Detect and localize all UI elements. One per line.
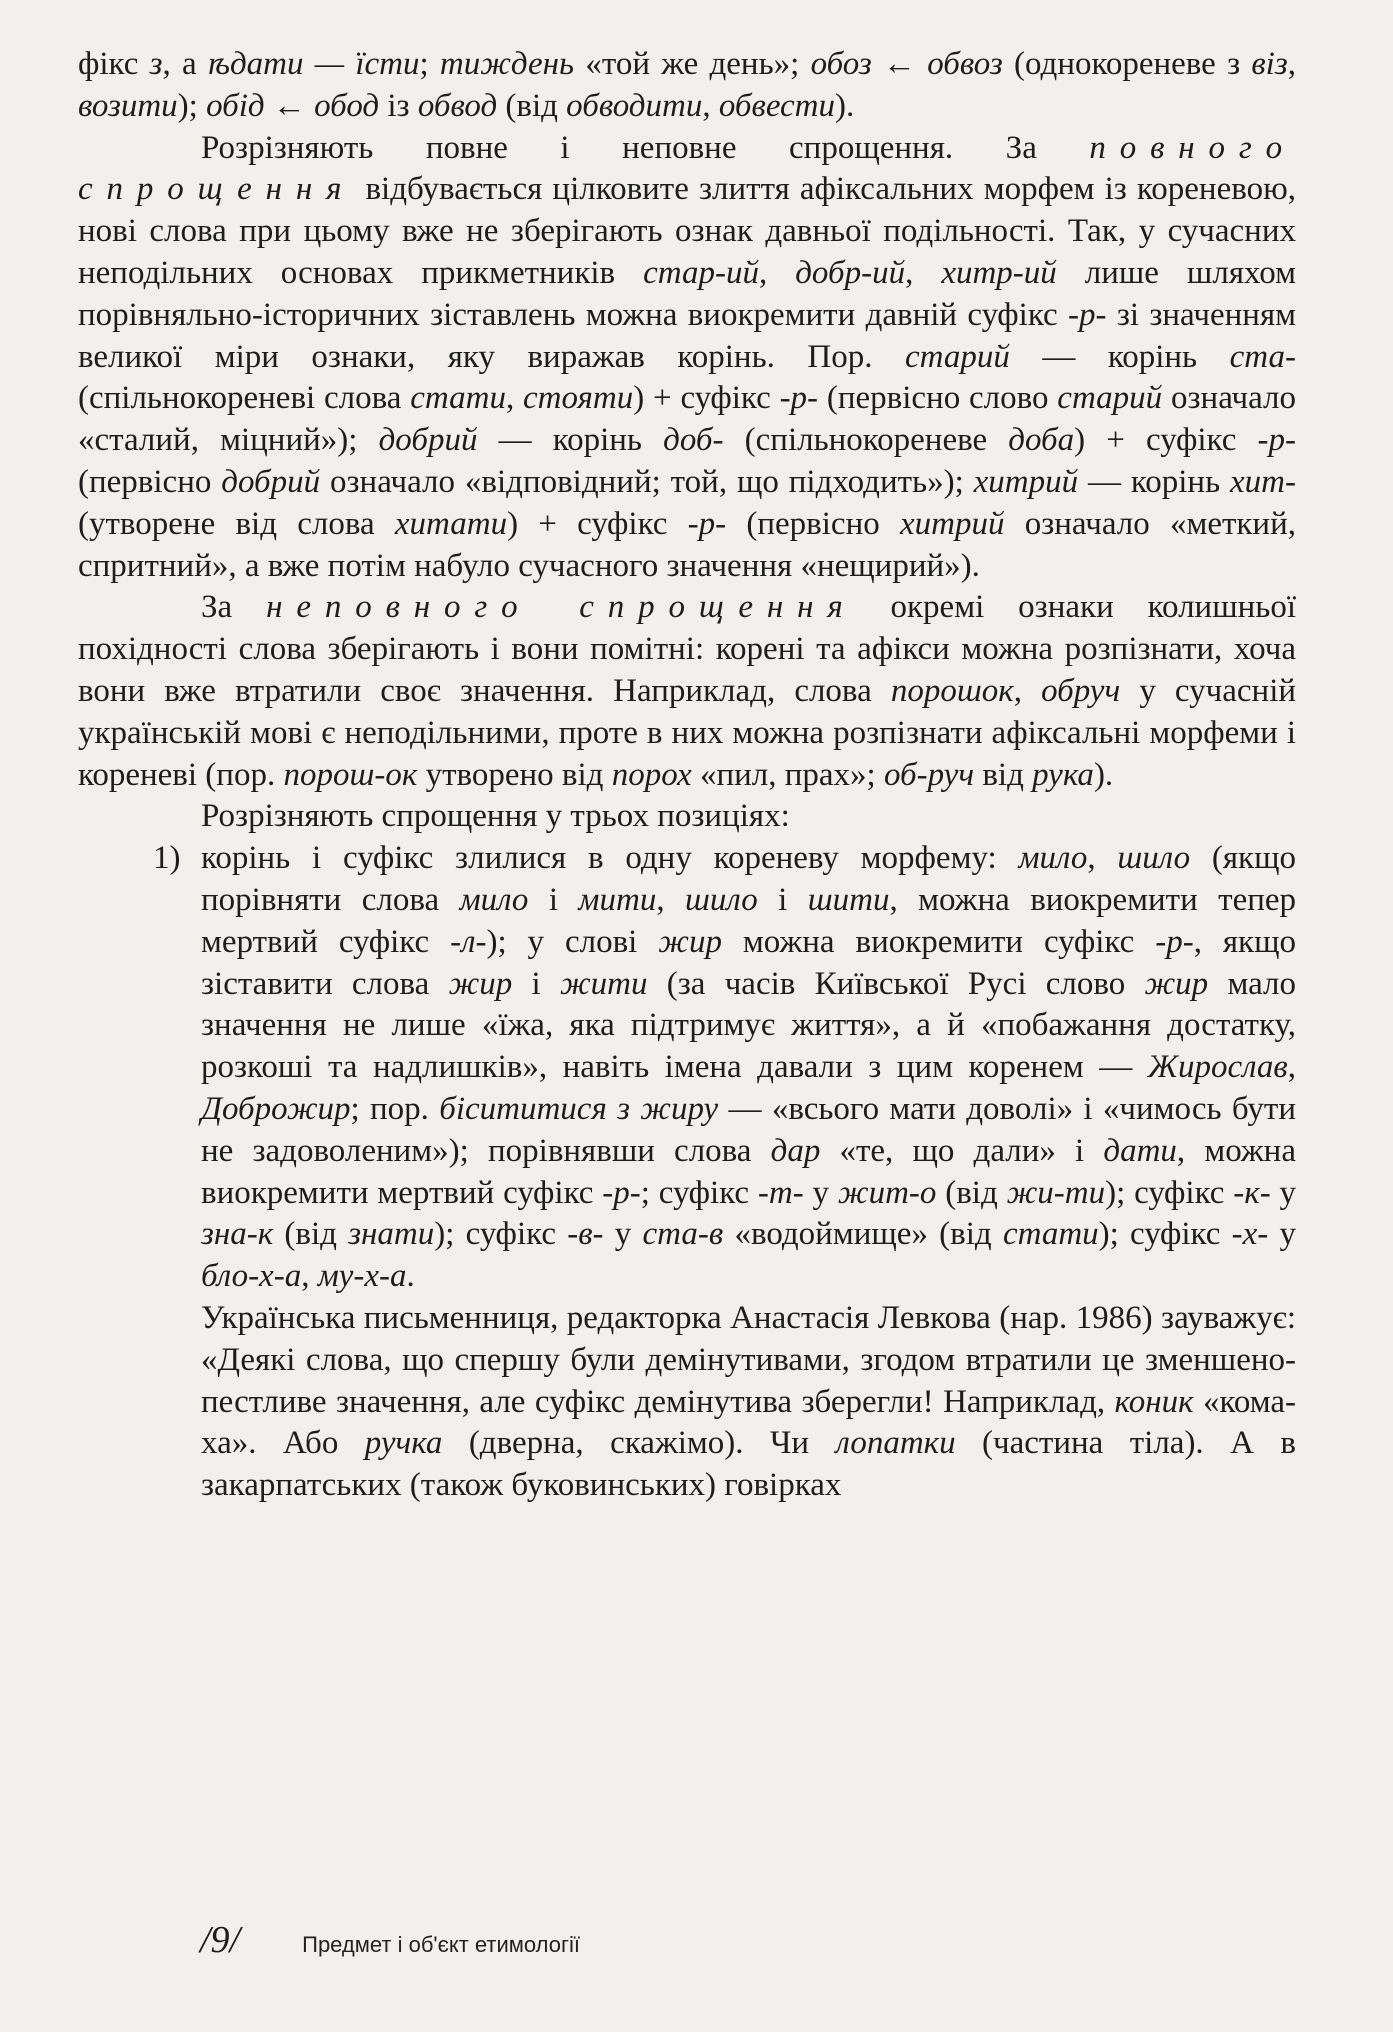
paragraph-2: Розрізняють повне і неповне спрощення. За повного спрощення відбувається цілковите злиття афіксальних морфем із кореневою, нові слова при цьому вже не зберігають ознак давньої подільності. Так, у сучасних неподільних основах прикметників стар-ий, добр-ий, хитр-ий лише шляхом порівняльно-історичних зіставлень можна виокремити давній суфікс -р- зі значенням великої міри ознаки, яку виражав корінь. Пор. старий — корінь ста- (спільнокореневі слова стати, стояти) + суфікс -р- (первісно слово старий означало «сталий, міцний»); добрий — корінь доб- (спільнокореневе доба) + суфікс -р- (первісно добрий означало «відповідний; той, що підходить»); хитрий — корінь хит- (утворене від слова хитати) + суфікс -р- (первісно хитрий означало «меткий, спритний», а вже потім набуло сучасного значення «нещирий»). [78,129,1297,584]
italic-term: жи-ти [1006,1174,1106,1211]
paragraph-4: Розрізняють спрощення у трьох позиціях: [201,798,790,835]
italic-term: жити [559,965,648,1002]
italic-term: коник [1114,1383,1194,1420]
italic-term: обоз ← обвоз [810,46,1003,82]
italic-term: шило [685,881,758,918]
italic-term: жир [658,923,722,960]
italic-term: хитр-ий [941,254,1057,291]
italic-term: обруч [1041,672,1121,709]
italic-term: жир [1144,965,1209,1002]
italic-term: мити [578,881,657,918]
italic-term: -л- [450,923,487,960]
italic-term: добрий [378,422,478,459]
list-item [78,838,1296,1298]
italic-term: стар-ий [643,254,759,291]
italic-term: хитати [394,505,508,542]
italic-term: зна-к [201,1216,274,1253]
italic-term: мило [459,881,529,918]
quote-paragraph: Українська письменниця, редакторка Анастасія Левкова (нар. 1986) зауважує: «Деякі слова, що спершу були демінутивами, згодом втратили це зменшено-пестливе значення, але суфікс демінутива зберегли! Наприклад, коник «комаха». Або ручка (дверна, скажімо). Чи лопатки (частина тіла). А в закарпатських (також буковинських) говірках [201,1299,1296,1504]
italic-term: -р- [602,1174,641,1211]
italic-term: лопатки [835,1425,956,1462]
italic-term: мило [1018,840,1088,877]
italic-term: -р- [687,505,727,542]
italic-term: хитрий [973,463,1079,500]
italic-term: обід ← обод [206,87,380,124]
italic-term: шити [807,881,890,918]
italic-term: Доброжир [201,1090,351,1127]
italic-term: жит-о [837,1174,937,1211]
italic-term: бісититися з жиру [439,1090,719,1127]
italic-term: стояти [523,380,634,417]
list-item-text: корінь і суфікс злилися в одну кореневу морфему: мило, шило (якщо порівняти слова мило і мити, шило і шити, можна виокремити тепер мертвий суфікс -л-); у слові жир можна виокремити суфікс -р-, якщо зіставити слова жир і жити (за часів Київської Русі слово жир мало значення не лише «їжа, яка підтримує життя», а й «побажання достатку, розкоші та надлишків», навіть імена давали з цим коренем — Жирослав, Доброжир; пор. бісититися з жиру — «всього мати доволі» і «чимось бути не задоволеним»); порівнявши слова дар «те, що дали» і дати, можна виокремити мертвий суфікс -р-; суфікс -т- у жит-о (від жи-ти); суфікс -к- у зна-к (від знати); суфікс -в- у ста-в «водоймище» (від стати); суфікс -х- у бло-х-а, му-х-а. [201,840,1297,1295]
italic-term: жир [448,965,513,1002]
paragraph-1: фікс з, а ѣдати — їсти; тиждень «той же день»; обоз ← обвоз (однокореневе з віз, возити); обід ← обод із обвод (від обводити, обвести). [78,46,1296,124]
italic-term: добрий [221,463,321,500]
list-item-number: 1) [153,840,181,877]
italic-term: стати [410,380,506,417]
italic-term: шило [1117,840,1191,877]
italic-term: дар [770,1132,821,1169]
spaced-term: повного спрощення [78,129,1296,208]
italic-term: знати [348,1216,435,1253]
italic-term: -р- [779,380,819,417]
italic-term: Жирослав [1147,1049,1288,1086]
italic-term: обводити [566,87,703,124]
page-number: /9/ [200,1919,241,1961]
italic-term: стати [1002,1216,1099,1253]
italic-term: порох [611,756,692,793]
italic-term: му-х-а [317,1258,407,1295]
body-text [78,44,1296,1507]
italic-term: обвести [718,87,836,124]
italic-term: ста- [1229,338,1296,375]
italic-term: хит- [1230,463,1296,500]
italic-term: -р- [1257,422,1296,459]
italic-term: -р- [1068,296,1107,333]
simplification-list [78,838,1296,1298]
spaced-term: неповного спрощення [266,589,857,626]
italic-term: доба [1008,422,1075,459]
italic-term: старий [1057,380,1163,417]
running-title: Предмет і об'єкт етимології [302,1932,580,1957]
italic-term: -р- [1155,923,1194,960]
paragraph-3: За неповного спрощення окремі ознаки колишньої похідності слова зберігають і вони помітні: корені та афікси можна розпізнати, хоча вони вже втратили своє значення. Наприклад, слова порошок, обруч у сучасній українській мові є неподільними, проте в них можна розпізнати афіксальні морфеми і кореневі (пор. порош-ок утворено від порох «пил, прах»; об-руч від рука). [78,589,1297,793]
italic-term: добр-ий [795,254,906,291]
italic-term: ѣдати — їсти [207,46,420,82]
italic-term: віз [1251,46,1288,82]
italic-term: -к- [1233,1174,1271,1211]
italic-term: старий [904,338,1010,375]
italic-term: об-руч [883,756,975,793]
italic-term: ручка [364,1425,443,1462]
italic-term: з [149,46,163,82]
italic-term: бло-х-а [201,1258,302,1295]
italic-term: рука [1032,756,1094,793]
italic-term: порошок [890,672,1014,709]
italic-term: тиждень [439,46,575,82]
italic-term: обвод [417,87,498,124]
italic-term: -в- [567,1216,604,1253]
italic-term: доб- [663,422,724,459]
italic-term: хитрий [899,505,1005,542]
page-footer [200,1918,580,1962]
italic-term: ста-в [642,1216,724,1253]
italic-term: порош-ок [283,756,418,793]
italic-term: возити [78,87,178,124]
italic-term: -т- [757,1174,804,1211]
italic-term: дати [1103,1132,1177,1169]
italic-term: -х- [1231,1216,1269,1253]
